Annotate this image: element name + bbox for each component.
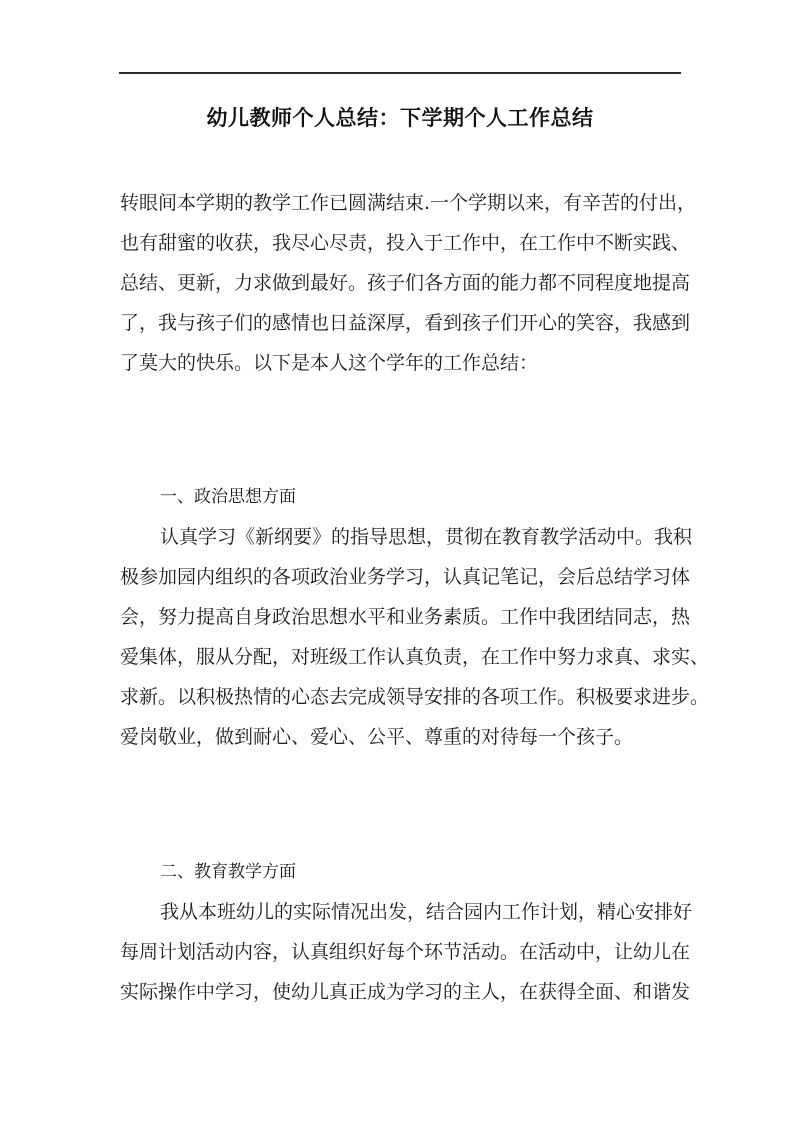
section-line: 认真学习《新纲要》的指导思想，贯彻在教育教学活动中。我积: [160, 526, 693, 548]
intro-line: 了莫大的快乐。以下是本人这个学年的工作总结：: [120, 352, 539, 374]
section-line: 极参加园内组织的各项政治业务学习，认真记笔记，会后总结学习体: [120, 566, 691, 588]
section-heading: 二、教育教学方面: [160, 862, 296, 882]
section-line: 求新。以积极热情的心态去完成领导安排的各项工作。积极要求进步。: [120, 686, 710, 708]
section-line: 我从本班幼儿的实际情况出发，结合园内工作计划，精心安排好: [160, 901, 693, 923]
intro-line: 转眼间本学期的教学工作已圆满结束.一个学期以来，有辛苦的付出，: [120, 192, 697, 214]
section-line: 会，努力提高自身政治思想水平和业务素质。工作中我团结同志，热: [120, 606, 691, 628]
intro-line: 也有甜蜜的收获，我尽心尽责，投入于工作中，在工作中不断实践、: [120, 232, 691, 254]
section-line: 每周计划活动内容，认真组织好每个环节活动。在活动中，让幼儿在: [120, 941, 691, 963]
intro-line: 了，我与孩子们的感情也日益深厚，看到孩子们开心的笑容，我感到: [120, 312, 691, 334]
intro-line: 总结、更新，力求做到最好。孩子们各方面的能力都不同程度地提高: [120, 272, 691, 294]
document-title: 幼儿教师个人总结：下学期个人工作总结: [206, 106, 594, 130]
section-line: 爱集体，服从分配，对班级工作认真负责，在工作中努力求真、求实、: [120, 646, 710, 668]
section-line: 爱岗敬业，做到耐心、爱心、公平、尊重的对待每一个孩子。: [120, 726, 634, 748]
section-heading: 一、政治思想方面: [160, 487, 296, 507]
header-rule: [119, 72, 681, 74]
section-line: 实际操作中学习，使幼儿真正成为学习的主人，在获得全面、和谐发: [120, 981, 691, 1003]
